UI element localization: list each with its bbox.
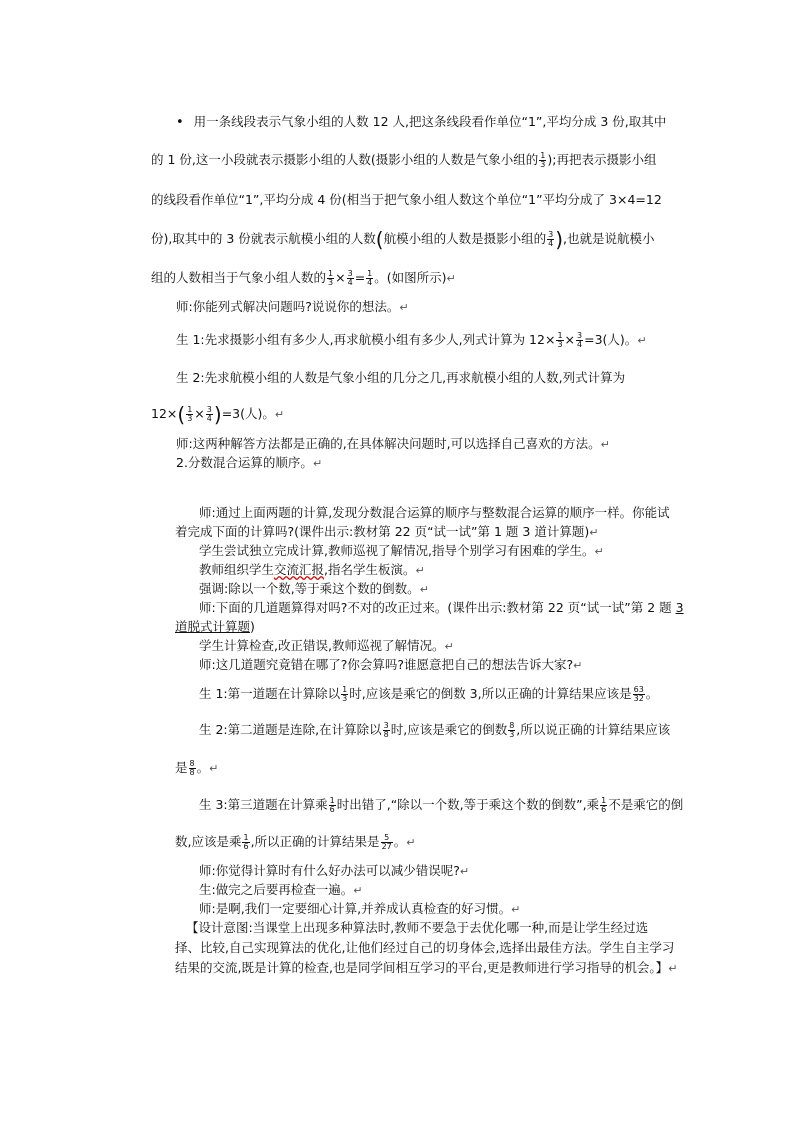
fraction-1-3 [327, 270, 334, 287]
para-p2 [199, 543, 604, 560]
text: 不是乘它的倒 [608, 797, 684, 812]
text: 教师组织学生 [199, 562, 275, 577]
text: ,所以正确的计算结果是 [250, 834, 380, 849]
numerator: 1 [187, 405, 193, 414]
teacher-line-2 [176, 436, 610, 453]
denominator: 3 [509, 730, 515, 739]
text: 【设计意图:当课堂上出现多种算法时,教师不要急于去优化哪一种,而是让学生经过选 [186, 920, 649, 935]
text: 时,应该是乘它的倒数 3,所以正确的计算结果应该是 [349, 686, 632, 701]
text: 师:通过上面两题的计算,发现分数混合运算的顺序与整数混合运算的顺序一样。你能试 [199, 505, 670, 520]
numerator: 1 [329, 796, 335, 805]
paragraph-mark: ↵ [444, 640, 454, 653]
big-paren: ) [555, 227, 563, 252]
paragraph-mark: ↵ [668, 962, 678, 975]
paragraph-mark: ↵ [209, 762, 219, 775]
fraction-1-6 [329, 797, 336, 814]
para-line-4 [151, 227, 655, 252]
numerator: 3 [347, 269, 353, 278]
question-2 [199, 882, 362, 899]
answer-2b [175, 760, 218, 777]
para-p6 [199, 638, 454, 655]
heading-2 [176, 455, 322, 472]
denominator: 3 [540, 160, 546, 169]
denominator: 8 [383, 730, 389, 739]
fraction-1-3 [186, 406, 193, 423]
teacher-line-1 [176, 299, 409, 316]
numerator: 63 [633, 685, 644, 694]
paragraph-mark: ↵ [446, 272, 456, 285]
text: 份),取其中的 3 份就表示航模小组的人数 [151, 231, 376, 246]
text: 。 [393, 834, 407, 849]
design-intent-1 [186, 920, 648, 936]
text: 学生尝试独立完成计算,教师巡视了解情况,指导个别学习有困难的学生。 [199, 543, 595, 558]
fraction-3-4 [206, 406, 213, 423]
text: × [564, 332, 576, 347]
paragraph-mark: ↵ [274, 408, 285, 421]
fraction-1-6 [242, 834, 249, 851]
big-paren: ( [177, 402, 186, 427]
numerator: 8 [189, 759, 195, 768]
denominator: 3 [342, 694, 348, 703]
bullet: • [176, 115, 184, 130]
text: );再把表示摄影小组 [547, 152, 657, 167]
text: =3(人)。 [221, 406, 275, 421]
bullet-line-1 [176, 114, 666, 131]
text: 师:这几道题究竟错在哪了?你会算吗?谁愿意把自己的想法告诉大家? [199, 657, 574, 672]
text: ,指名学生板演。 [324, 562, 416, 577]
numerator: 8 [509, 721, 515, 730]
text: 数,应该是乘 [175, 834, 242, 849]
fraction-1-3 [341, 686, 348, 703]
text: 师:你能列式解决问题吗?说说你的想法。 [176, 299, 400, 314]
para-p1a [199, 505, 670, 521]
paragraph-mark: ↵ [419, 583, 429, 596]
fraction-3-4 [576, 332, 583, 349]
fraction-63-32 [633, 686, 645, 703]
para-p7 [199, 657, 582, 674]
paragraph-mark: ↵ [600, 438, 610, 451]
answer-2 [199, 722, 670, 739]
text: =3(人)。 [584, 332, 638, 347]
para-p1b [175, 524, 598, 541]
design-intent-3 [175, 960, 677, 977]
text: 2.分数混合运算的顺序。 [176, 455, 313, 470]
text: 时,应该是乘它的倒数 [390, 722, 508, 737]
numerator: 5 [381, 834, 393, 843]
para-p4 [199, 581, 429, 598]
paragraph-mark: ↵ [406, 836, 416, 849]
answer-3 [199, 797, 683, 814]
student-line-2 [176, 370, 625, 386]
text: 生 2:先求航模小组的人数是气象小组的几分之几,再求航模小组的人数,列式计算为 [176, 370, 626, 385]
denominator: 4 [206, 414, 212, 423]
answer-1 [199, 686, 658, 703]
text: 择、比较,自己实现算法的优化,让他们经过自己的切身体会,选择出最佳方法。学生自主学习 [175, 940, 675, 955]
para-p3 [199, 562, 425, 579]
text: 生 1:第一道题在计算除以 [199, 686, 341, 701]
text: 学生计算检查,改正错误,教师巡视了解情况。 [199, 638, 445, 653]
paragraph-mark: ↵ [399, 301, 409, 314]
denominator: 6 [329, 805, 335, 814]
denominator: 4 [367, 278, 373, 287]
fraction-1-3 [539, 152, 546, 169]
big-paren: ( [375, 227, 384, 252]
text: × [194, 406, 205, 421]
paragraph-mark: ↵ [353, 884, 363, 897]
numerator: 1 [243, 833, 249, 842]
numerator: 3 [548, 230, 554, 239]
denominator: 3 [557, 340, 563, 349]
big-paren: ) [213, 402, 222, 427]
numerator: 1 [601, 796, 607, 805]
question-1 [199, 863, 469, 880]
fraction-5-27 [381, 834, 393, 851]
text: 。(如图所示) [374, 270, 447, 285]
denominator: 8 [189, 768, 195, 777]
text: 结果的交流,既是计算的检查,也是同学间相互学习的平台,更是教师进行学习指导的机会。】 [175, 960, 669, 975]
text: 12× [151, 406, 178, 421]
fraction-8-3 [508, 722, 515, 739]
para-p5a [199, 600, 684, 616]
fraction-3-4 [547, 231, 554, 248]
text: 师:这两种解答方法都是正确的,在具体解决问题时,可以选择自己喜欢的方法。 [176, 436, 601, 451]
fraction-3-4 [347, 270, 354, 287]
text: 的线段看作单位“1”,平均分成 4 份(相当于把气象小组人数这个单位“1”平均分成了 3×4=12 [151, 192, 662, 207]
numerator: 3 [383, 721, 389, 730]
text: 着完成下面的计算吗?(课件出示:教材第 22 页“试一试”第 1 题 3 道计算题) [175, 524, 590, 539]
underlined-text: 3 [675, 600, 684, 615]
text: 师:下面的几道题算得对吗?不对的改正过来。(课件出示:教材第 22 页“试一试”第 2 题 [199, 600, 676, 615]
numerator: 1 [557, 331, 563, 340]
fraction-1-6 [600, 797, 607, 814]
design-intent-2 [175, 940, 674, 956]
underlined-text: 道脱式计算题 [175, 619, 251, 634]
paragraph-mark: ↵ [573, 659, 583, 672]
text: 师:是啊,我们一定要细心计算,并养成认真检查的好习惯。 [199, 901, 512, 916]
underlined-text: 交流汇报 [274, 562, 325, 577]
student-line-1 [176, 332, 647, 349]
fraction-1-4 [366, 270, 373, 287]
text: 。 [645, 686, 659, 701]
denominator: 4 [548, 239, 554, 248]
text: 。 [196, 760, 210, 775]
denominator: 4 [577, 340, 583, 349]
numerator: 3 [206, 405, 212, 414]
question-3 [199, 901, 520, 918]
text: = [354, 270, 366, 285]
paragraph-mark: ↵ [459, 865, 470, 878]
numerator: 1 [342, 685, 348, 694]
para-line-2 [151, 152, 656, 169]
text: 的 1 份,这一小段就表示摄影小组的人数(摄影小组的人数是气象小组的 [151, 152, 539, 167]
fraction-3-8 [383, 722, 390, 739]
denominator: 3 [187, 414, 193, 423]
answer-3b [175, 834, 415, 851]
fraction-1-3 [556, 332, 563, 349]
numerator: 3 [577, 331, 583, 340]
denominator: 32 [633, 694, 644, 703]
numerator: 1 [540, 151, 546, 160]
text: × [335, 270, 346, 285]
text: ) [250, 619, 255, 634]
text: 师:你觉得计算时有什么好办法可以减少错误呢? [199, 863, 460, 878]
denominator: 6 [601, 805, 607, 814]
text: 航模小组的人数是摄影小组的 [383, 231, 547, 246]
numerator: 1 [328, 269, 334, 278]
text: ,所以说正确的计算结果应该 [516, 722, 671, 737]
paragraph-mark: ↵ [594, 545, 604, 558]
text: 生 2:第二道题是连除,在计算除以 [199, 722, 382, 737]
text: 强调:除以一个数,等于乘这个数的倒数。 [199, 581, 420, 596]
denominator: 6 [243, 842, 249, 851]
numerator: 1 [367, 269, 373, 278]
para-line-3 [151, 192, 662, 208]
fraction-8-9 [189, 760, 196, 777]
paragraph-mark: ↵ [637, 334, 647, 347]
denominator: 4 [347, 278, 353, 287]
text: 生 3:第三道题在计算乘 [199, 797, 328, 812]
student-line-2b [151, 402, 285, 427]
text: 是 [175, 760, 188, 775]
text: 生:做完之后要再检查一遍。 [199, 882, 354, 897]
text: 用一条线段表示气象小组的人数 12 人,把这条线段看作单位“1”,平均分成 3 份,取其中 [193, 114, 667, 129]
paragraph-mark: ↵ [312, 457, 323, 470]
paragraph-mark: ↵ [589, 526, 599, 539]
text: 生 1:先求摄影小组有多少人,再求航模小组有多少人,列式计算为 12× [176, 332, 556, 347]
paragraph-mark: ↵ [415, 564, 425, 577]
para-line-5 [151, 270, 456, 287]
paragraph-mark: ↵ [511, 903, 521, 916]
text: 组的人数相当于气象小组人数的 [151, 270, 327, 285]
text: 时出错了,“除以一个数,等于乘这个数的倒数”,乘 [336, 797, 600, 812]
text: ,也就是说航模小 [563, 231, 655, 246]
denominator: 27 [381, 842, 392, 851]
denominator: 3 [328, 278, 334, 287]
para-p5b [175, 619, 255, 635]
